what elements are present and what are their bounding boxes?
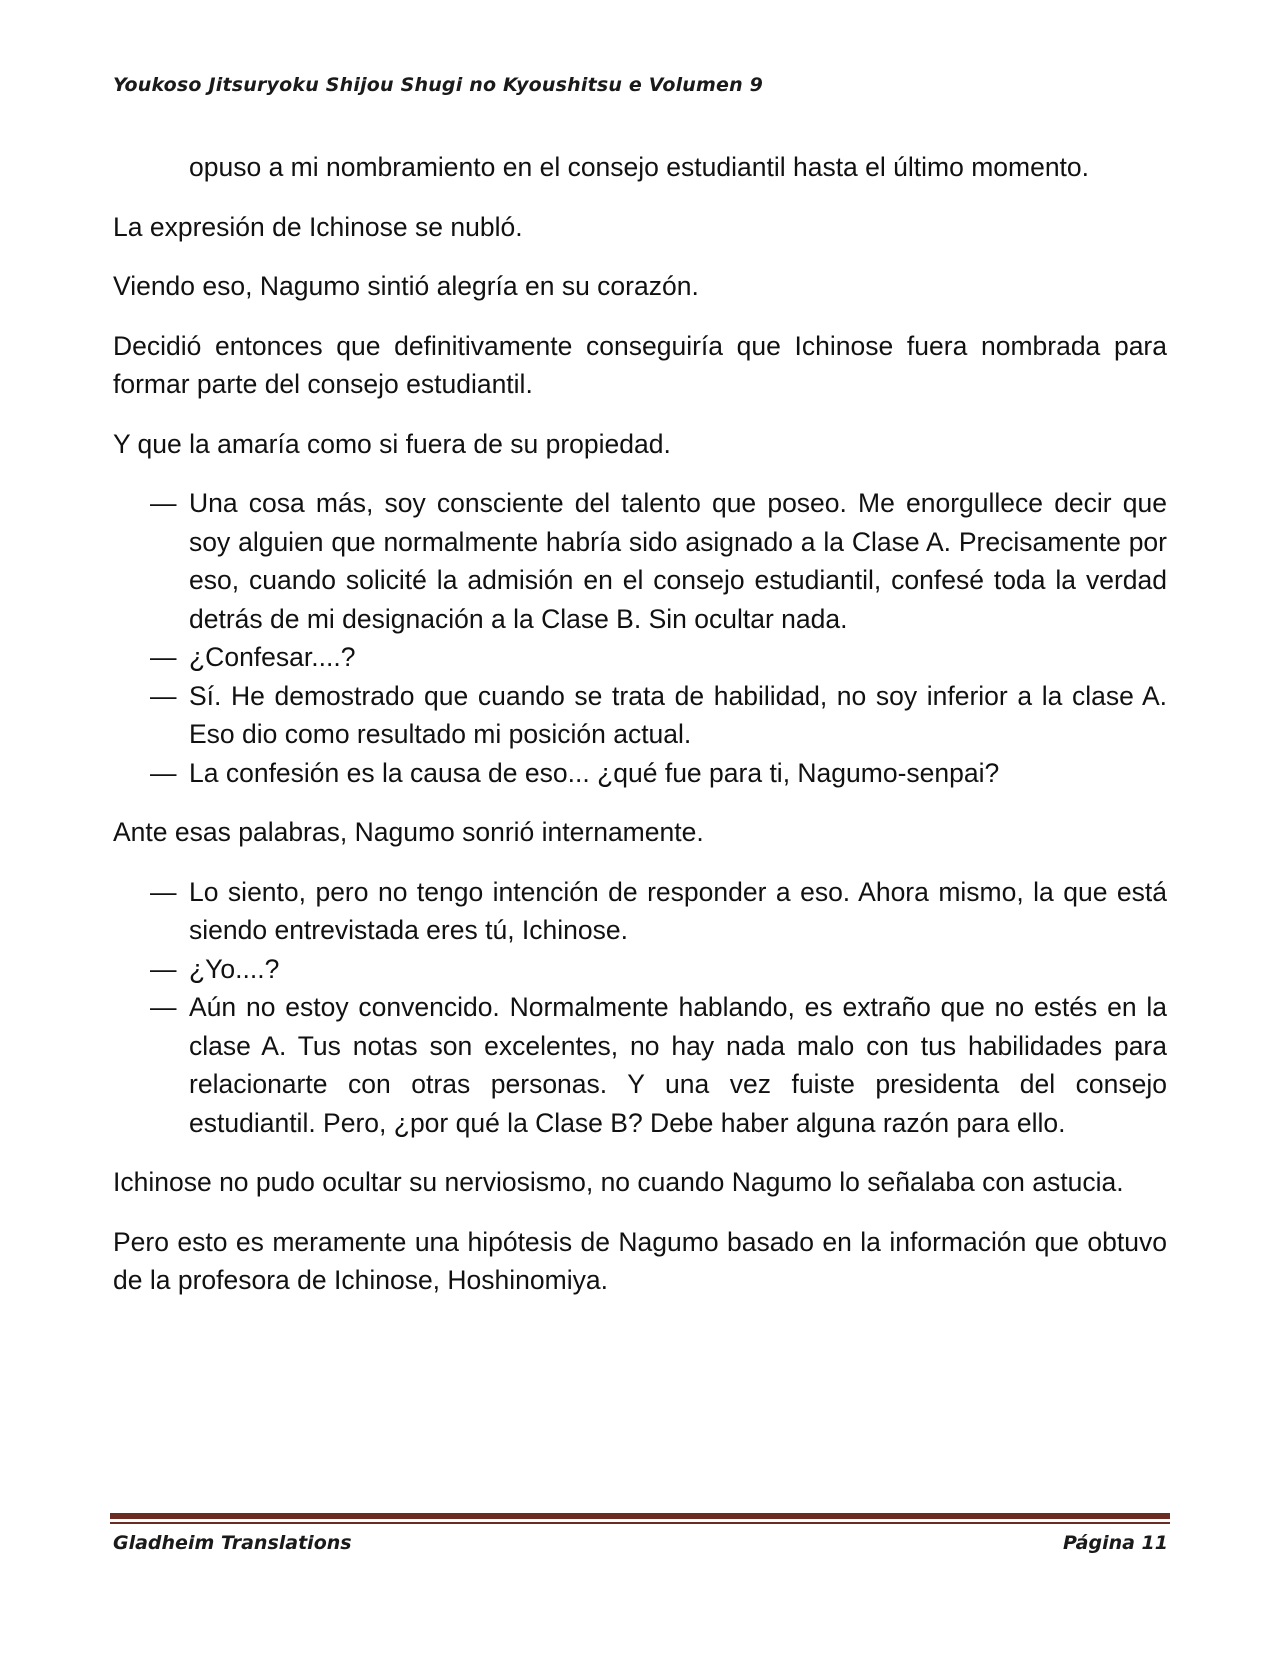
dialogue-text: ¿Yo....?	[189, 953, 280, 984]
dialogue-line	[113, 677, 1167, 754]
dialogue-dash: —	[150, 876, 177, 907]
dialogue-text: Lo siento, pero no tengo intención de responder a eso. Ahora mismo, la que está siendo entrevistada eres tú, Ichinose.	[189, 876, 1167, 945]
dialogue-text: Sí. He demostrado que cuando se trata de habilidad, no soy inferior a la clase A. Eso dio como resultado mi posición actual.	[189, 680, 1167, 749]
dialogue-text: ¿Confesar....?	[189, 642, 356, 672]
footer-divider	[110, 1513, 1170, 1519]
paragraph: Ichinose no pudo ocultar su nerviosismo, no cuando Nagumo lo señalaba con astucia.	[113, 1167, 1124, 1197]
dialogue-dash: —	[150, 992, 177, 1022]
dialogue-line	[113, 950, 1167, 989]
dialogue-text: Aún no estoy convencido. Normalmente hablando, es extraño que no estés en la clase A. Tus notas son excelentes, no hay nada malo con tus habilidades para relacionarte con otras personas. Y una vez fuiste presidenta del consejo estudiantil. Pero, ¿por qué la Clase B? Debe haber alguna razón para ello.	[189, 992, 1167, 1138]
paragraph: Pero esto es meramente una hipótesis de Nagumo basado en la información que obtuvo de la profesora de Ichinose, Hoshinomiya.	[113, 1226, 1167, 1295]
dialogue-line	[113, 484, 1167, 638]
paragraph: Ante esas palabras, Nagumo sonrió internamente.	[113, 817, 704, 847]
paragraph: Viendo eso, Nagumo sintió alegría en su corazón.	[113, 271, 699, 301]
page-header-title: Youkoso Jitsuryoku Shijou Shugi no Kyoushitsu e Volumen 9	[113, 74, 764, 96]
page-number: Página 11	[1062, 1532, 1168, 1554]
dialogue-text: Una cosa más, soy consciente del talento que poseo. Me enorgullece decir que soy alguien que normalmente habría sido asignado a la Clase A. Precisamente por eso, cuando solicité la admisión en el consejo estudiantil, confesé toda la verdad detrás de mi designación a la Clase B. Sin ocultar nada.	[189, 488, 1167, 634]
paragraph: Y que la amaría como si fuera de su propiedad.	[113, 428, 671, 459]
dialogue-dash: —	[150, 642, 177, 672]
dialogue-line	[113, 873, 1167, 950]
dialogue-dash: —	[150, 757, 177, 788]
paragraph: La expresión de Ichinose se nubló.	[113, 211, 523, 242]
footer-credit: Gladheim Translations	[113, 1532, 352, 1554]
page-body	[113, 148, 1167, 1321]
footer-divider-thin	[110, 1522, 1170, 1524]
continuation-paragraph: opuso a mi nombramiento en el consejo estudiantil hasta el último momento.	[189, 152, 1090, 182]
dialogue-text: La confesión es la causa de eso... ¿qué fue para ti, Nagumo-senpai?	[189, 757, 1000, 788]
dialogue-line	[113, 754, 1167, 793]
dialogue-dash: —	[150, 488, 177, 518]
dialogue-block	[113, 484, 1167, 792]
paragraph: Decidió entonces que definitivamente conseguiría que Ichinose fuera nombrada para formar parte del consejo estudiantil.	[113, 330, 1167, 399]
dialogue-line	[113, 988, 1167, 1142]
dialogue-block	[113, 873, 1167, 1143]
dialogue-line	[113, 638, 1167, 677]
dialogue-dash: —	[150, 680, 177, 711]
dialogue-dash: —	[150, 953, 177, 984]
